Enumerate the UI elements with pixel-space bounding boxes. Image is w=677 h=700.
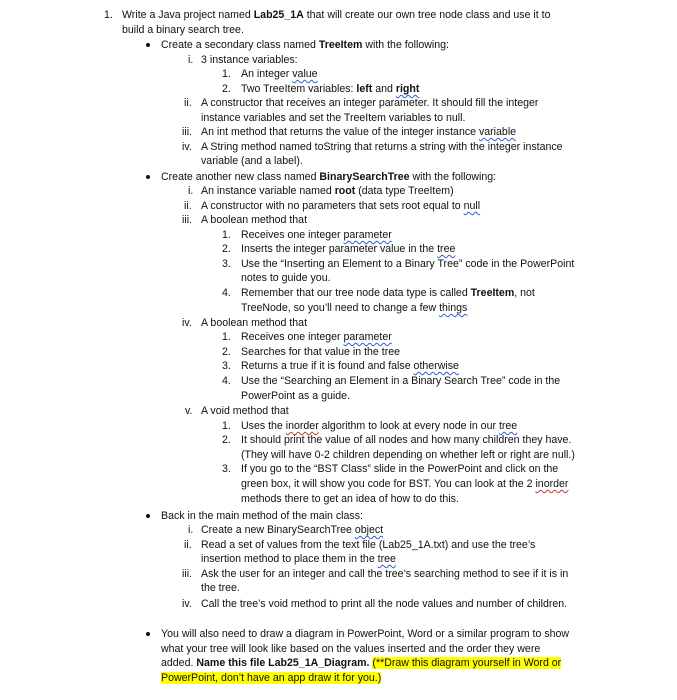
treeitem-ii-2: instance variables and set the TreeItem variables to null.: [201, 112, 466, 124]
bst-iii-4-1: Remember that our tree node data type is called TreeItem, not: [241, 287, 535, 299]
roman-marker: iv.: [182, 598, 192, 610]
number-marker: 3.: [222, 463, 231, 475]
number-marker: 3.: [222, 360, 231, 372]
number-marker: 2.: [222, 83, 231, 95]
bst-iii-4-2: TreeNode, so you’ll need to change a few things: [241, 302, 468, 314]
roman-marker: ii.: [184, 200, 192, 212]
diagram-line-2: what your tree will look like based on the values inserted and the order they were: [161, 643, 541, 655]
treeitem-ii-1: A constructor that receives an integer parameter. It should fill the integer: [201, 97, 539, 109]
bst-iii-1: Receives one integer parameter: [241, 229, 392, 241]
treeitem-var-2: Two TreeItem variables: left and right: [241, 83, 420, 95]
number-marker: 1.: [222, 420, 231, 432]
roman-marker: i.: [188, 524, 194, 536]
diagram-filename: Name this file Lab25_1A_Diagram.: [196, 657, 370, 669]
project-name: Lab25_1A: [253, 9, 304, 21]
main-i: Create a new BinarySearchTree object: [201, 524, 384, 536]
bst-iv-3: Returns a true if it is found and false otherwise: [241, 360, 459, 372]
treeitem-var-1: An integer value: [241, 68, 318, 80]
bst-iv-4-1: Use the “Searching an Element in a Binary Search Tree” code in the: [241, 375, 561, 387]
treeitem-heading: Create a secondary class named TreeItem with the following:: [161, 39, 449, 51]
number-marker: 2.: [222, 346, 231, 358]
roman-marker: i.: [188, 54, 194, 66]
main-iii-2: the tree.: [201, 582, 240, 594]
treeitem-i: 3 instance variables:: [201, 54, 298, 66]
bullet-main: [146, 514, 150, 518]
bst-v-3-3: methods there to get an idea of how to do this.: [241, 493, 459, 505]
main-ii-1: Read a set of values from the text file (Lab25_1A.txt) and use the tree’s: [201, 539, 536, 551]
bst-v-2-2: (They will have 0-2 children depending on whether left or right are null.): [241, 449, 575, 461]
number-marker: 3.: [222, 258, 231, 270]
bst-iv-2: Searches for that value in the tree: [241, 346, 400, 358]
roman-marker: iii.: [182, 126, 193, 138]
diagram-line-3: added. Name this file Lab25_1A_Diagram. (**Draw this diagram yourself in Word or: [161, 657, 562, 669]
bst-iv-1: Receives one integer parameter: [241, 331, 392, 343]
treeitem-iii: An int method that returns the value of the integer instance variable: [201, 126, 517, 138]
bullet-treeitem: [146, 43, 150, 47]
roman-marker: ii.: [184, 539, 192, 551]
number-marker: 1.: [222, 229, 231, 241]
bst-iii-2: Inserts the integer parameter value in the tree: [241, 243, 456, 255]
bst-ii: A constructor with no parameters that sets root equal to null: [201, 200, 481, 212]
bullet-bst: [146, 175, 150, 179]
roman-marker: ii.: [184, 97, 192, 109]
treeitem-iv-1: A String method named toString that returns a string with the integer instance: [201, 141, 563, 153]
bst-heading: Create another new class named BinarySearchTree with the following:: [161, 171, 497, 183]
bst-v-3-2: green box, it will show you code for BST. You can look at the 2 inorder: [241, 478, 569, 490]
main-iv: Call the tree’s void method to print all the node values and number of children.: [201, 598, 568, 610]
treeitem-iv-2: variable (and a label).: [201, 155, 303, 167]
number-marker: 4.: [222, 375, 231, 387]
intro-line-2: build a binary search tree.: [122, 24, 244, 36]
roman-marker: i.: [188, 185, 194, 197]
bst-iii-3-2: notes to guide you.: [241, 272, 331, 284]
bst-i: An instance variable named root (data type TreeItem): [201, 185, 454, 197]
number-marker: 4.: [222, 287, 231, 299]
main-iii-1: Ask the user for an integer and call the tree’s searching method to see if it is in: [201, 568, 569, 580]
bst-iv: A boolean method that: [201, 317, 308, 329]
diagram-line-1: You will also need to draw a diagram in PowerPoint, Word or a similar program to show: [161, 628, 570, 640]
roman-marker: iii.: [182, 568, 193, 580]
bst-v-2-1: It should print the value of all nodes and how many children they have.: [241, 434, 572, 446]
highlighted-note: (**Draw this diagram yourself in Word or: [372, 657, 562, 669]
roman-marker: v.: [185, 405, 193, 417]
roman-marker: iii.: [182, 214, 193, 226]
number-marker: 2.: [222, 243, 231, 255]
main-ii-2: insertion method to place them in the tree: [201, 553, 396, 565]
bst-iii: A boolean method that: [201, 214, 308, 226]
intro-line-1: Write a Java project named Lab25_1A that will create our own tree node class and use it to: [122, 9, 551, 21]
roman-marker: iv.: [182, 317, 192, 329]
bst-v: A void method that: [201, 405, 289, 417]
bst-iv-4-2: PowerPoint as a guide.: [241, 390, 350, 402]
diagram-line-4: [161, 671, 381, 685]
number-marker: 1.: [222, 68, 231, 80]
main-heading: Back in the main method of the main class:: [161, 510, 363, 522]
bst-v-3-1: If you go to the “BST Class” slide in the PowerPoint and click on the: [241, 463, 559, 475]
number-marker: 1.: [222, 331, 231, 343]
item-number: 1.: [104, 9, 113, 21]
bst-iii-3-1: Use the “Inserting an Element to a Binary Tree” code in the PowerPoint: [241, 258, 575, 270]
bullet-diagram: [146, 632, 150, 636]
roman-marker: iv.: [182, 141, 192, 153]
number-marker: 2.: [222, 434, 231, 446]
bst-v-1: Uses the inorder algorithm to look at every node in our tree: [241, 420, 518, 432]
highlighted-note-cont: PowerPoint, don’t have an app draw it for you.): [161, 672, 382, 684]
